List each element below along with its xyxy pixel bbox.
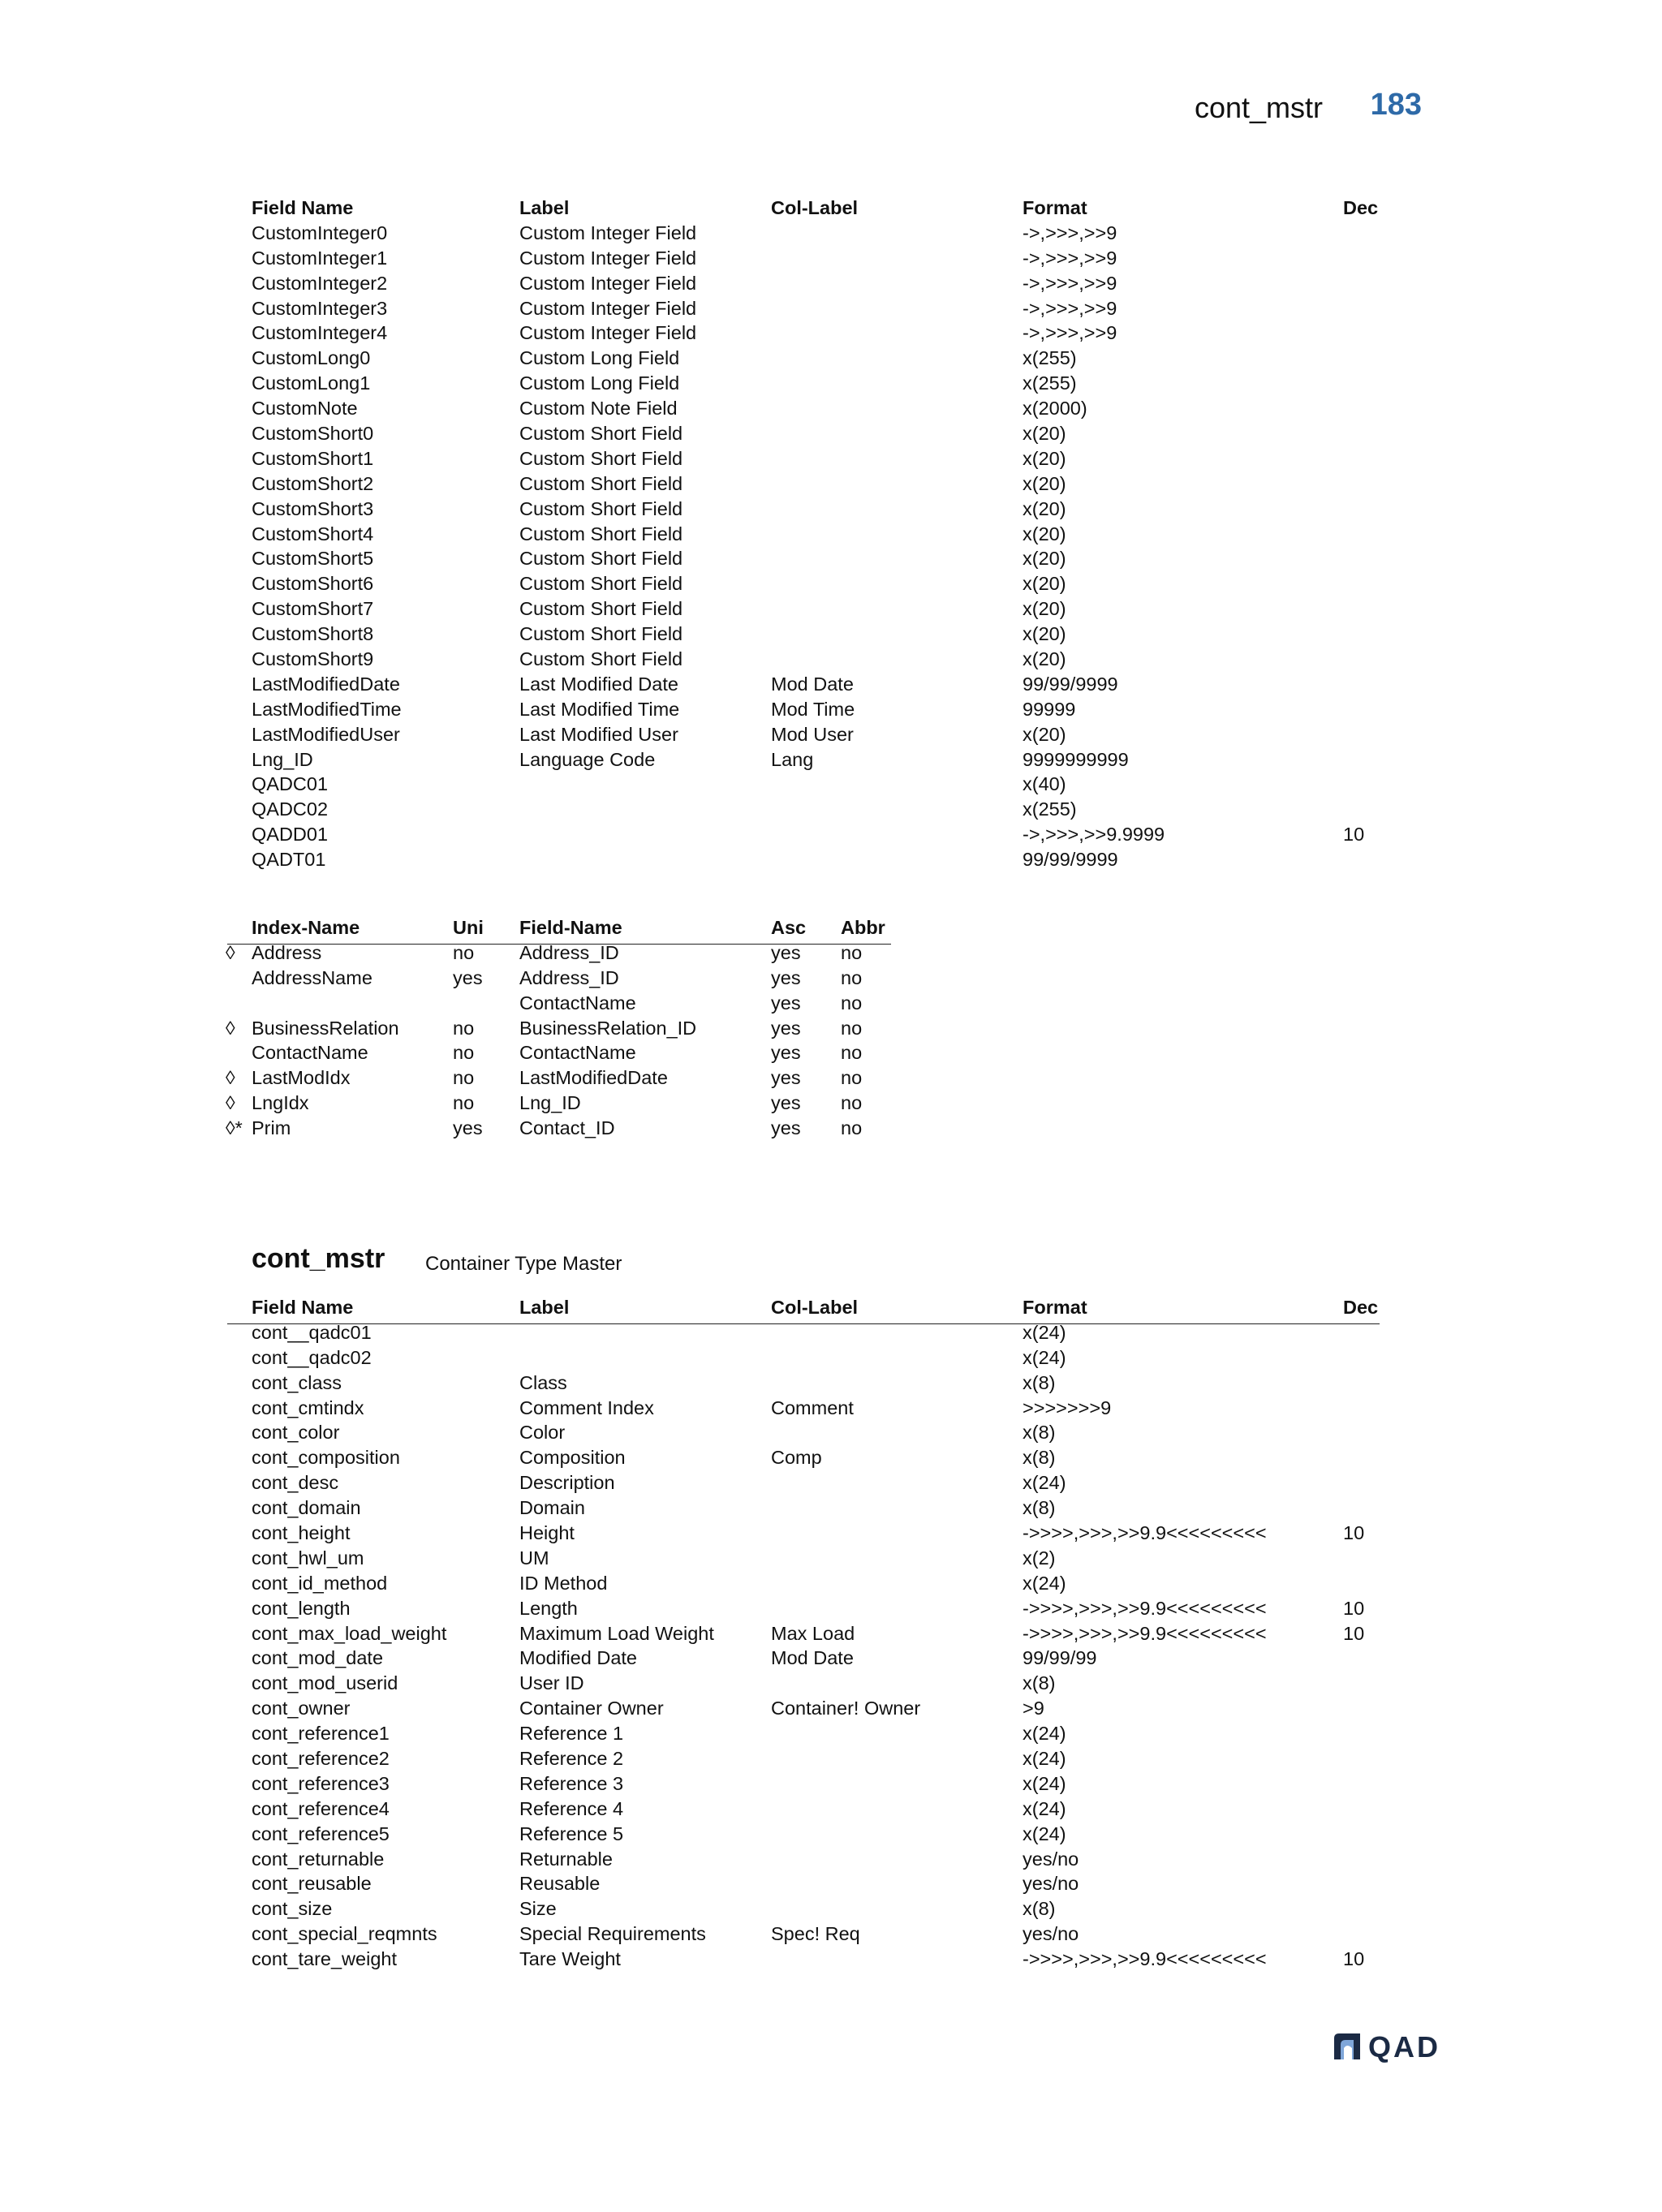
column-header-format: Format — [1023, 197, 1087, 218]
format-cell: x(255) — [1023, 372, 1077, 394]
table-row — [227, 1947, 1380, 1972]
table-row — [227, 1771, 1380, 1797]
label-cell: Size — [519, 1898, 557, 1920]
label-cell: Custom Integer Field — [519, 247, 697, 269]
field-name-cell: CustomInteger1 — [252, 247, 388, 269]
field-name-cell: QADD01 — [252, 824, 329, 846]
field-name-cell: Contact_ID — [519, 1117, 615, 1139]
table-row — [227, 421, 1380, 446]
table-row — [227, 371, 1380, 396]
field-name-cell: CustomInteger2 — [252, 272, 388, 294]
format-cell: 99/99/99 — [1023, 1647, 1097, 1669]
table-row — [227, 747, 1380, 772]
field-name-cell: BusinessRelation_ID — [519, 1017, 697, 1039]
column-header-uni: Uni — [453, 917, 484, 938]
format-cell: x(40) — [1023, 773, 1066, 795]
label-cell: Container Owner — [519, 1698, 664, 1719]
label-cell: Reference 1 — [519, 1723, 624, 1745]
field-name-cell: QADT01 — [252, 849, 326, 871]
field-name-cell: Lng_ID — [519, 1092, 581, 1114]
format-cell: ->>>>,>>>,>>9.9<<<<<<<<< — [1023, 1948, 1267, 1970]
label-cell: Maximum Load Weight — [519, 1622, 714, 1644]
field-name-cell: CustomInteger4 — [252, 322, 388, 344]
table-header-row — [227, 196, 1380, 221]
format-cell: yes/no — [1023, 1848, 1079, 1870]
label-cell: Color — [519, 1422, 566, 1444]
field-name-cell: cont__qadc01 — [252, 1321, 372, 1343]
field-name-cell: CustomShort3 — [252, 497, 374, 519]
column-header-field-name: Field-Name — [519, 917, 622, 938]
field-name-cell: Lng_ID — [252, 748, 313, 770]
field-table-2-rule — [227, 1323, 1380, 1324]
field-name-cell: CustomInteger0 — [252, 222, 388, 243]
table-row — [227, 1371, 1380, 1396]
table-row — [227, 1345, 1380, 1371]
format-cell: x(24) — [1023, 1321, 1066, 1343]
format-cell: x(20) — [1023, 523, 1066, 544]
label-cell: Custom Short Field — [519, 423, 683, 445]
label-cell: Custom Short Field — [519, 548, 683, 570]
table-row — [227, 271, 1380, 296]
table-row — [227, 1646, 1380, 1671]
format-cell: x(20) — [1023, 723, 1066, 745]
format-cell: x(8) — [1023, 1497, 1056, 1519]
table-row — [227, 1696, 1380, 1721]
table-row — [227, 1470, 1380, 1495]
format-cell: x(24) — [1023, 1772, 1066, 1794]
field-name-cell: CustomNote — [252, 398, 358, 420]
field-name-cell: cont_tare_weight — [252, 1948, 397, 1970]
format-cell: ->,>>>,>>9 — [1023, 297, 1117, 319]
format-cell: x(24) — [1023, 1723, 1066, 1745]
col-label-cell: Mod Time — [771, 698, 855, 720]
table-header-row — [227, 915, 893, 940]
uni-cell: yes — [453, 1117, 483, 1139]
uni-cell: no — [453, 941, 475, 963]
field-name-cell: LastModifiedDate — [252, 673, 400, 695]
table-row — [227, 1546, 1380, 1571]
asc-cell: yes — [771, 1092, 801, 1114]
label-cell: User ID — [519, 1672, 584, 1694]
table-row — [227, 1621, 1380, 1646]
index-name-cell: Address — [252, 941, 322, 963]
format-cell: ->>>>,>>>,>>9.9<<<<<<<<< — [1023, 1597, 1267, 1619]
table-row — [227, 1822, 1380, 1847]
index-name-cell: LastModIdx — [252, 1067, 351, 1089]
abbr-cell: no — [841, 1042, 863, 1064]
table-row — [227, 1922, 1380, 1947]
label-cell: Custom Short Field — [519, 623, 683, 645]
field-name-cell: QADC01 — [252, 773, 329, 795]
field-name-cell: cont_domain — [252, 1497, 361, 1519]
label-cell: Description — [519, 1472, 615, 1494]
format-cell: ->,>>>,>>9 — [1023, 222, 1117, 243]
format-cell: >>>>>>>9 — [1023, 1396, 1112, 1418]
abbr-cell: no — [841, 1117, 863, 1139]
table-row — [227, 797, 1380, 822]
qad-logo-text: QAD — [1368, 2030, 1440, 2064]
format-cell: ->,>>>,>>9 — [1023, 322, 1117, 344]
abbr-cell: no — [841, 966, 863, 988]
index-row — [227, 991, 893, 1016]
uni-cell: no — [453, 1067, 475, 1089]
asc-cell: yes — [771, 992, 801, 1013]
index-row — [227, 1116, 893, 1141]
table-row — [227, 596, 1380, 622]
index-marker: ◊ — [226, 1067, 235, 1089]
format-cell: x(20) — [1023, 648, 1066, 670]
asc-cell: yes — [771, 1017, 801, 1039]
format-cell: yes/no — [1023, 1873, 1079, 1895]
label-cell: Custom Short Field — [519, 497, 683, 519]
col-label-cell: Comp — [771, 1447, 822, 1469]
format-cell: x(255) — [1023, 347, 1077, 369]
field-name-cell: CustomShort9 — [252, 648, 374, 670]
label-cell: Reference 5 — [519, 1823, 624, 1844]
table-row — [227, 1847, 1380, 1872]
format-cell: x(2) — [1023, 1547, 1056, 1569]
label-cell: Custom Short Field — [519, 648, 683, 670]
field-name-cell: cont_id_method — [252, 1572, 388, 1594]
label-cell: Reference 4 — [519, 1797, 624, 1819]
section-subtitle: Container Type Master — [425, 1253, 622, 1275]
field-name-cell: ContactName — [519, 992, 636, 1013]
index-marker: ◊ — [226, 1092, 235, 1114]
index-name-cell: LngIdx — [252, 1092, 309, 1114]
field-name-cell: cont_special_reqmnts — [252, 1923, 437, 1945]
asc-cell: yes — [771, 966, 801, 988]
table-row — [227, 471, 1380, 497]
index-marker: ◊ — [226, 1017, 235, 1039]
table-row — [227, 1445, 1380, 1470]
format-cell: x(8) — [1023, 1672, 1056, 1694]
label-cell: Custom Long Field — [519, 347, 680, 369]
field-name-cell: cont_reference4 — [252, 1797, 390, 1819]
format-cell: x(20) — [1023, 447, 1066, 469]
field-name-cell: cont_class — [252, 1371, 342, 1393]
label-cell: Last Modified Time — [519, 698, 680, 720]
field-name-cell: CustomShort4 — [252, 523, 374, 544]
column-header-label: Label — [519, 1297, 570, 1318]
label-cell: Custom Short Field — [519, 447, 683, 469]
field-name-cell: cont_reference5 — [252, 1823, 390, 1844]
dec-cell: 10 — [1343, 1622, 1365, 1644]
format-cell: x(20) — [1023, 573, 1066, 595]
format-cell: x(8) — [1023, 1898, 1056, 1920]
uni-cell: yes — [453, 966, 483, 988]
format-cell: >9 — [1023, 1698, 1044, 1719]
field-name-cell: cont_cmtindx — [252, 1396, 364, 1418]
format-cell: x(20) — [1023, 598, 1066, 620]
col-label-cell: Mod Date — [771, 1647, 854, 1669]
format-cell: ->,>>>,>>9 — [1023, 247, 1117, 269]
label-cell: Custom Short Field — [519, 523, 683, 544]
column-header-col-label: Col-Label — [771, 197, 859, 218]
label-cell: Last Modified User — [519, 723, 678, 745]
index-row — [227, 1091, 893, 1116]
column-header-field-name: Field Name — [252, 197, 354, 218]
label-cell: Custom Note Field — [519, 398, 678, 420]
field-name-cell: cont_mod_userid — [252, 1672, 398, 1694]
dec-cell: 10 — [1343, 824, 1365, 846]
uni-cell: no — [453, 1042, 475, 1064]
table-row — [227, 697, 1380, 722]
dec-cell: 10 — [1343, 1597, 1365, 1619]
field-name-cell: ContactName — [519, 1042, 636, 1064]
table-row — [227, 446, 1380, 471]
dec-cell: 10 — [1343, 1948, 1365, 1970]
index-name-cell: ContactName — [252, 1042, 368, 1064]
format-cell: x(8) — [1023, 1422, 1056, 1444]
table-row — [227, 1797, 1380, 1822]
label-cell: Custom Long Field — [519, 372, 680, 394]
col-label-cell: Max Load — [771, 1622, 855, 1644]
field-name-cell: cont_owner — [252, 1698, 351, 1719]
asc-cell: yes — [771, 1067, 801, 1089]
page-number: 183 — [1370, 88, 1422, 122]
field-name-cell: CustomShort2 — [252, 472, 374, 494]
format-cell: 99999 — [1023, 698, 1076, 720]
label-cell: Modified Date — [519, 1647, 637, 1669]
column-header-col-label: Col-Label — [771, 1297, 859, 1318]
format-cell: x(24) — [1023, 1572, 1066, 1594]
label-cell: Last Modified Date — [519, 673, 678, 695]
uni-cell: no — [453, 1017, 475, 1039]
format-cell: 99/99/9999 — [1023, 849, 1118, 871]
format-cell: ->>>>,>>>,>>9.9<<<<<<<<< — [1023, 1622, 1267, 1644]
section-title: cont_mstr — [252, 1243, 385, 1274]
format-cell: x(20) — [1023, 423, 1066, 445]
asc-cell: yes — [771, 941, 801, 963]
abbr-cell: no — [841, 1067, 863, 1089]
field-name-cell: cont_height — [252, 1522, 351, 1544]
table-row — [227, 246, 1380, 271]
table-row — [227, 847, 1380, 872]
field-name-cell: cont_mod_date — [252, 1647, 384, 1669]
index-marker: ◊* — [226, 1117, 243, 1139]
field-name-cell: Address_ID — [519, 941, 619, 963]
label-cell: Language Code — [519, 748, 656, 770]
format-cell: x(24) — [1023, 1472, 1066, 1494]
label-cell: Special Requirements — [519, 1923, 706, 1945]
label-cell: Composition — [519, 1447, 626, 1469]
label-cell: Custom Short Field — [519, 472, 683, 494]
format-cell: x(20) — [1023, 472, 1066, 494]
index-table — [227, 915, 893, 1141]
table-row — [227, 647, 1380, 672]
column-header-asc: Asc — [771, 917, 807, 938]
format-cell: 9999999999 — [1023, 748, 1129, 770]
format-cell: ->,>>>,>>9 — [1023, 272, 1117, 294]
abbr-cell: no — [841, 1092, 863, 1114]
column-header-abbr: Abbr — [841, 917, 885, 938]
table-row — [227, 1521, 1380, 1546]
column-header-field-name: Field Name — [252, 1297, 354, 1318]
field-name-cell: CustomShort7 — [252, 598, 374, 620]
index-row — [227, 1040, 893, 1065]
table-row — [227, 571, 1380, 596]
col-label-cell: Container! Owner — [771, 1698, 921, 1719]
abbr-cell: no — [841, 992, 863, 1013]
field-table-2 — [227, 1295, 1380, 1972]
format-cell: x(255) — [1023, 798, 1077, 820]
table-row — [227, 1671, 1380, 1696]
field-name-cell: CustomShort8 — [252, 623, 374, 645]
col-label-cell: Mod User — [771, 723, 854, 745]
label-cell: ID Method — [519, 1572, 608, 1594]
field-name-cell: CustomShort1 — [252, 447, 374, 469]
label-cell: Custom Short Field — [519, 598, 683, 620]
field-name-cell: QADC02 — [252, 798, 329, 820]
label-cell: Custom Integer Field — [519, 322, 697, 344]
table-row — [227, 772, 1380, 797]
format-cell: x(24) — [1023, 1797, 1066, 1819]
format-cell: x(20) — [1023, 623, 1066, 645]
field-name-cell: LastModifiedTime — [252, 698, 402, 720]
table-row — [227, 822, 1380, 847]
qad-logo-icon — [1331, 2030, 1363, 2063]
field-name-cell: cont_hwl_um — [252, 1547, 364, 1569]
index-row — [227, 966, 893, 991]
index-name-cell: BusinessRelation — [252, 1017, 399, 1039]
field-name-cell: cont_desc — [252, 1472, 339, 1494]
dec-cell: 10 — [1343, 1522, 1365, 1544]
field-table-1 — [227, 196, 1380, 872]
column-header-dec: Dec — [1343, 197, 1379, 218]
label-cell: UM — [519, 1547, 549, 1569]
column-header-index-name: Index-Name — [252, 917, 360, 938]
uni-cell: no — [453, 1092, 475, 1114]
format-cell: yes/no — [1023, 1923, 1079, 1945]
format-cell: x(8) — [1023, 1371, 1056, 1393]
field-name-cell: LastModifiedDate — [519, 1067, 668, 1089]
abbr-cell: no — [841, 941, 863, 963]
field-name-cell: CustomLong1 — [252, 372, 371, 394]
table-row — [227, 522, 1380, 547]
field-name-cell: cont_composition — [252, 1447, 400, 1469]
format-cell: x(2000) — [1023, 398, 1087, 420]
table-row — [227, 1596, 1380, 1621]
table-row — [227, 672, 1380, 697]
format-cell: x(20) — [1023, 497, 1066, 519]
table-row — [227, 622, 1380, 647]
col-label-cell: Spec! Req — [771, 1923, 860, 1945]
label-cell: Custom Integer Field — [519, 222, 697, 243]
table-row — [227, 546, 1380, 571]
label-cell: Comment Index — [519, 1396, 654, 1418]
field-name-cell: CustomShort5 — [252, 548, 374, 570]
label-cell: Custom Short Field — [519, 573, 683, 595]
col-label-cell: Lang — [771, 748, 814, 770]
field-name-cell: cont_size — [252, 1898, 333, 1920]
label-cell: Returnable — [519, 1848, 613, 1870]
format-cell: x(24) — [1023, 1748, 1066, 1770]
label-cell: Domain — [519, 1497, 585, 1519]
index-marker: ◊ — [226, 941, 235, 963]
asc-cell: yes — [771, 1117, 801, 1139]
table-row — [227, 1495, 1380, 1521]
format-cell: ->>>>,>>>,>>9.9<<<<<<<<< — [1023, 1522, 1267, 1544]
col-label-cell: Comment — [771, 1396, 854, 1418]
label-cell: Tare Weight — [519, 1948, 621, 1970]
field-name-cell: cont_length — [252, 1597, 351, 1619]
table-row — [227, 296, 1380, 321]
format-cell: ->,>>>,>>9.9999 — [1023, 824, 1165, 846]
table-row — [227, 497, 1380, 522]
label-cell: Height — [519, 1522, 575, 1544]
field-name-cell: cont_color — [252, 1422, 340, 1444]
field-name-cell: cont_reference2 — [252, 1748, 390, 1770]
index-row — [227, 1016, 893, 1041]
table-row — [227, 346, 1380, 371]
index-name-cell: Prim — [252, 1117, 291, 1139]
label-cell: Class — [519, 1371, 567, 1393]
table-row — [227, 1396, 1380, 1421]
field-name-cell: Address_ID — [519, 966, 619, 988]
field-name-cell: cont_reusable — [252, 1873, 372, 1895]
qad-logo — [1331, 2030, 1440, 2064]
asc-cell: yes — [771, 1042, 801, 1064]
field-name-cell: cont_reference3 — [252, 1772, 390, 1794]
label-cell: Custom Integer Field — [519, 297, 697, 319]
page-header-title: cont_mstr — [1194, 91, 1323, 124]
table-row — [227, 1721, 1380, 1746]
table-row — [227, 321, 1380, 346]
label-cell: Reusable — [519, 1873, 601, 1895]
label-cell: Custom Integer Field — [519, 272, 697, 294]
table-row — [227, 396, 1380, 421]
format-cell: 99/99/9999 — [1023, 673, 1118, 695]
format-cell: x(20) — [1023, 548, 1066, 570]
table-row — [227, 722, 1380, 747]
table-row — [227, 221, 1380, 246]
format-cell: x(24) — [1023, 1346, 1066, 1368]
label-cell: Reference 2 — [519, 1748, 624, 1770]
field-name-cell: cont_reference1 — [252, 1723, 390, 1745]
field-name-cell: cont_returnable — [252, 1848, 385, 1870]
field-name-cell: cont__qadc02 — [252, 1346, 372, 1368]
column-header-dec: Dec — [1343, 1297, 1379, 1318]
field-name-cell: LastModifiedUser — [252, 723, 400, 745]
abbr-cell: no — [841, 1017, 863, 1039]
table-row — [227, 1746, 1380, 1771]
field-name-cell: cont_max_load_weight — [252, 1622, 447, 1644]
format-cell: x(8) — [1023, 1447, 1056, 1469]
table-row — [227, 1871, 1380, 1896]
table-row — [227, 1420, 1380, 1445]
column-header-label: Label — [519, 197, 570, 218]
label-cell: Reference 3 — [519, 1772, 624, 1794]
table-header-row — [227, 1295, 1380, 1320]
field-name-cell: CustomShort6 — [252, 573, 374, 595]
table-row — [227, 1896, 1380, 1922]
column-header-format: Format — [1023, 1297, 1087, 1318]
table-row — [227, 1571, 1380, 1596]
index-table-rule — [227, 944, 891, 945]
index-row — [227, 1065, 893, 1091]
label-cell: Length — [519, 1597, 578, 1619]
col-label-cell: Mod Date — [771, 673, 854, 695]
field-name-cell: CustomInteger3 — [252, 297, 388, 319]
format-cell: x(24) — [1023, 1823, 1066, 1844]
index-name-cell: AddressName — [252, 966, 372, 988]
field-name-cell: CustomLong0 — [252, 347, 371, 369]
field-name-cell: CustomShort0 — [252, 423, 374, 445]
